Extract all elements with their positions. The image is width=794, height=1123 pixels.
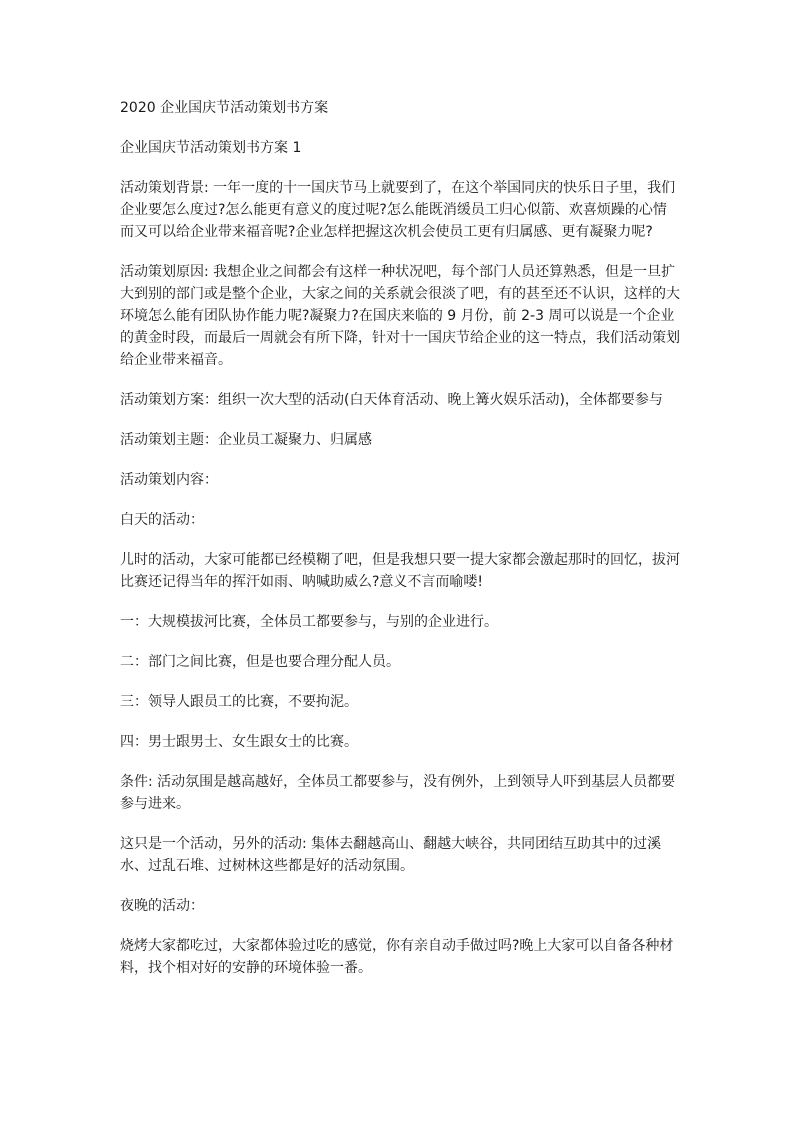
list-item-one: 一：大规模拔河比赛，全体员工都要参与，与别的企业进行。: [120, 614, 498, 630]
paragraph-daytime-heading: 白天的活动：: [120, 512, 204, 528]
list-item-three: 三：领导人跟员工的比赛，不要拘泥。: [120, 694, 358, 710]
paragraph-night-heading: 夜晚的活动：: [120, 898, 204, 914]
document-title: 2020 企业国庆节活动策划书方案: [120, 100, 329, 116]
paragraph-childhood: 儿时的活动，大家可能都已经模糊了吧，但是我想只要一提大家都会激起那时的回忆，拔河比赛还记得当年的挥汗如雨、呐喊助威么?意义不言而喻喽!: [120, 552, 680, 590]
paragraph-content-heading: 活动策划内容：: [120, 472, 218, 488]
paragraph-theme: 活动策划主题：企业员工凝聚力、归属感: [120, 432, 372, 448]
paragraph-background: 活动策划背景: 一年一度的十一国庆节马上就要到了，在这个举国同庆的快乐日子里，我们企业要怎么度过?怎么能更有意义的度过呢?怎么能既消缓员工归心似箭、欢喜烦躁的心情而又可以给企业带来福音呢?企业怎样把握这次机会使员工更有归属感、更有凝聚力呢?: [120, 180, 676, 240]
list-item-two: 二：部门之间比赛，但是也要合理分配人员。: [120, 654, 400, 670]
document-body: [120, 97, 680, 997]
paragraph-barbecue: 烧烤大家都吃过，大家都体验过吃的感觉，你有亲自动手做过吗?晚上大家可以自备各种材料，找个相对好的安静的环境体验一番。: [120, 938, 674, 976]
paragraph-reason: 活动策划原因: 我想企业之间都会有这样一种状况吧，每个部门人员还算熟悉，但是一旦扩大到别的部门或是整个企业，大家之间的关系就会很淡了吧，有的甚至还不认识，这样的大环境怎么能有团队协作能力呢?凝聚力?在国庆来临的 9 月份，前 2-3 周可以说是一个企业的黄金时段，而最后一周就会有所下降，针对十一国庆节给企业的这一特点，我们活动策划给企业带来福音。: [120, 264, 680, 368]
paragraph-conditions: 条件: 活动氛围是越高越好，全体员工都要参与，没有例外，上到领导人吓到基层人员都要参与进来。: [120, 774, 676, 812]
paragraph-plan: 活动策划方案：组织一次大型的活动(白天体育活动、晚上篝火娱乐活动)，全体都要参与: [120, 392, 663, 408]
paragraph-other-activity: 这只是一个活动，另外的活动: 集体去翻越高山、翻越大峡谷，共同团结互助其中的过溪水、过乱石堆、过树林这些都是好的活动氛围。: [120, 836, 662, 874]
section-heading: 企业国庆节活动策划书方案 1: [120, 140, 302, 156]
list-item-four: 四：男士跟男士、女生跟女士的比赛。: [120, 734, 358, 750]
